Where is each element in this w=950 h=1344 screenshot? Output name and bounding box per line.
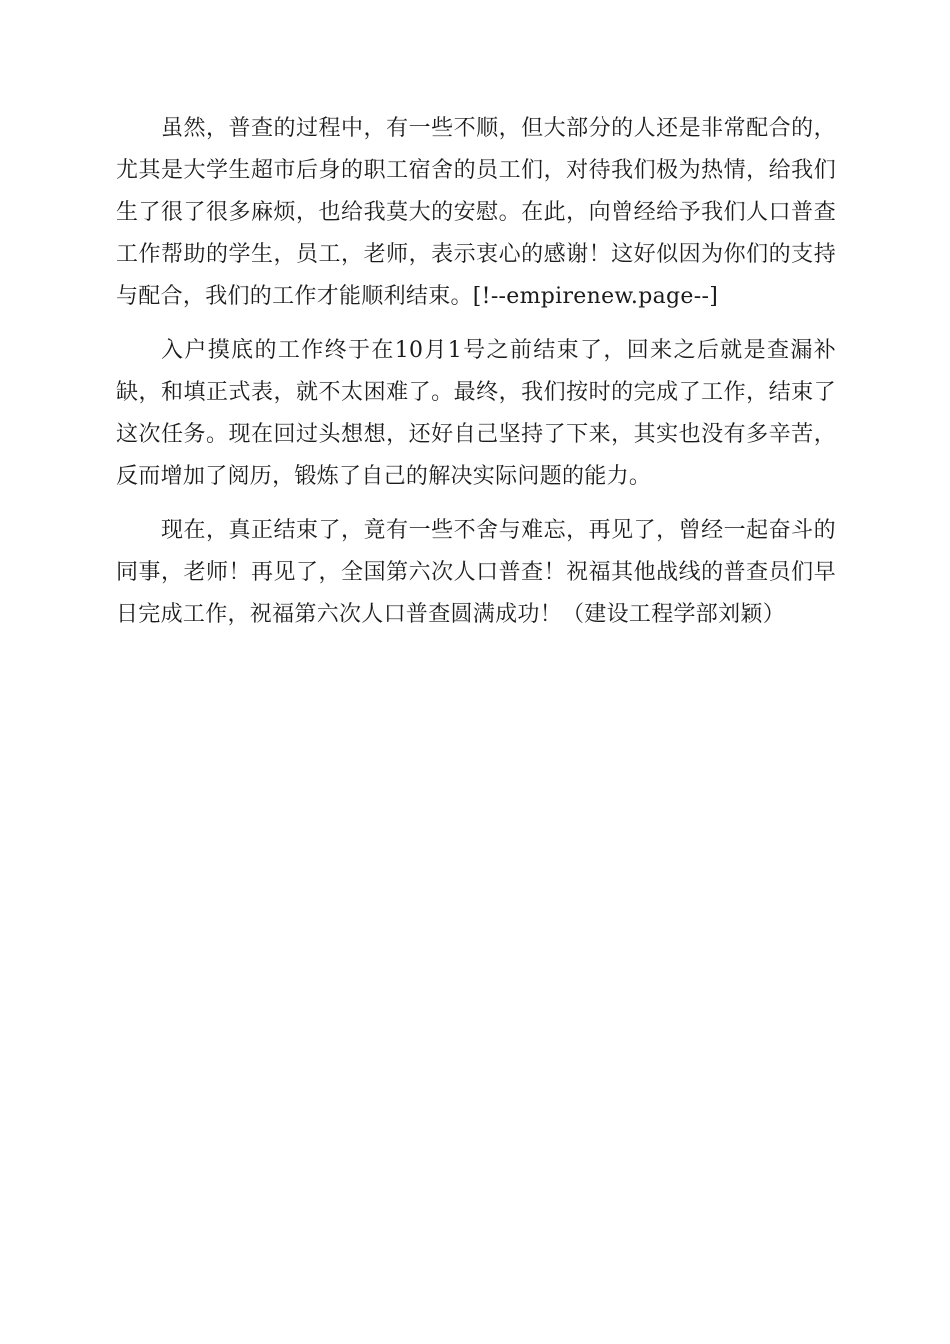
paragraph-3: 现在，真正结束了，竟有一些不舍与难忘，再见了，曾经一起奋斗的同事，老师！再见了，全国第六次人口普查！祝福其他战线的普查员们早日完成工作，祝福第六次人口普查圆满成功！（建设工程学部刘颖）	[116, 518, 836, 627]
paragraph-2: 入户摸底的工作终于在10月1号之前结束了，回来之后就是查漏补缺，和填正式表，就不太困难了。最终，我们按时的完成了工作，结束了这次任务。现在回过头想想，还好自己坚持了下来，其实也没有多辛苦，反而增加了阅历，锻炼了自己的解决实际问题的能力。	[116, 338, 836, 489]
document-body	[116, 108, 836, 636]
paragraph-1: 虽然，普查的过程中，有一些不顺，但大部分的人还是非常配合的，尤其是大学生超市后身的职工宿舍的员工们，对待我们极为热情，给我们生了很了很多麻烦，也给我莫大的安慰。在此，向曾经给予我们人口普查工作帮助的学生，员工，老师，表示衷心的感谢！这好似因为你们的支持与配合，我们的工作才能顺利结束。[!--empirenew.page--]	[116, 116, 836, 309]
